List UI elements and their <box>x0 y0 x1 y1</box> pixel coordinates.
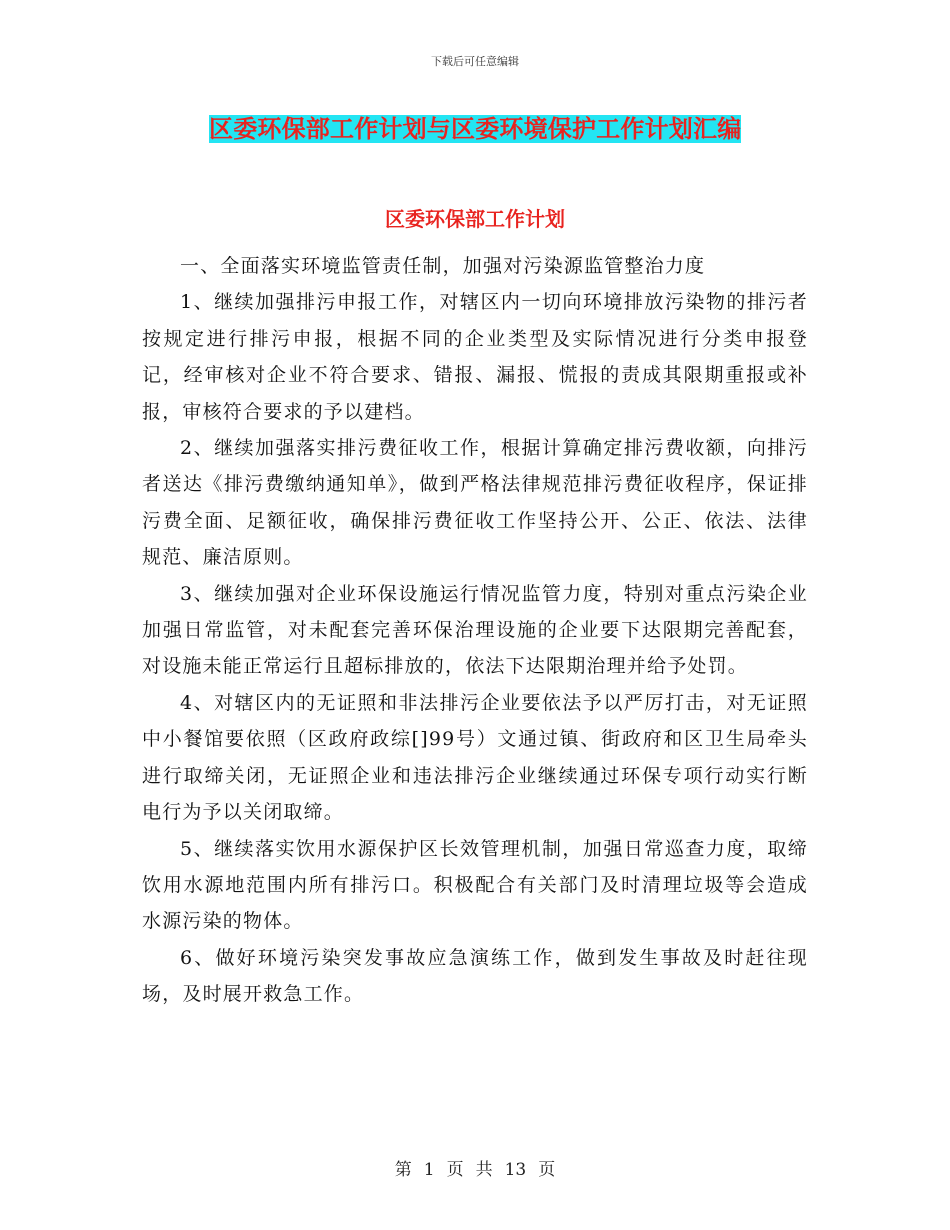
paragraph-item-3: 3、继续加强对企业环保设施运行情况监管力度，特别对重点污染企业加强日常监管，对未配套完善环保治理设施的企业要下达限期完善配套，对设施未能正常运行且超标排放的，依法下达限期治理并给予处罚。 <box>142 582 808 678</box>
footer-page-word: 页 <box>446 1160 464 1180</box>
paragraph-item-6: 6、做好环境污染突发事故应急演练工作，做到发生事故及时赶往现场，及时展开救急工作。 <box>142 946 808 1006</box>
document-title <box>207 112 743 146</box>
paragraph-item-4: 4、对辖区内的无证照和非法排污企业要依法予以严厉打击，对无证照中小餐馆要依照（区政府政综[]99号）文通过镇、街政府和区卫生局牵头进行取缔关闭，无证照企业和违法排污企业继续通过环保专项行动实行断电行为予以关闭取缔。 <box>142 691 808 824</box>
footer-suffix: 页 <box>538 1160 556 1180</box>
footer-total-pages: 13 <box>504 1160 527 1180</box>
header-note: 下载后可任意编辑 <box>431 55 519 68</box>
paragraph-item-1: 1、继续加强排污申报工作，对辖区内一切向环境排放污染物的排污者按规定进行排污申报，根据不同的企业类型及实际情况进行分类申报登记，经审核对企业不符合要求、错报、漏报、慌报的责成其限期重报或补报，审核符合要求的予以建档。 <box>142 291 808 423</box>
section-title: 区委环保部工作计划 <box>385 207 565 231</box>
paragraph-heading-1: 一、全面落实环境监管责任制，加强对污染源监管整治力度 <box>180 255 706 277</box>
footer-page-number: 1 <box>423 1160 435 1180</box>
page-footer <box>0 1155 950 1180</box>
document-title-text: 区委环保部工作计划与区委环境保护工作计划汇编 <box>209 115 742 143</box>
paragraph-item-2: 2、继续加强落实排污费征收工作，根据计算确定排污费收额，向排污者送达《排污费缴纳通知单》，做到严格法律规范排污费征收程序，保证排污费全面、足额征收，确保排污费征收工作坚持公开、公正、依法、法律规范、廉洁原则。 <box>142 437 808 569</box>
footer-of-word: 共 <box>475 1160 493 1180</box>
paragraph-item-5: 5、继续落实饮用水源保护区长效管理机制，加强日常巡查力度，取缔饮用水源地范围内所有排污口。积极配合有关部门及时清理垃圾等会造成水源污染的物体。 <box>142 837 808 933</box>
footer-prefix: 第 <box>394 1160 412 1180</box>
document-body <box>142 248 808 1013</box>
